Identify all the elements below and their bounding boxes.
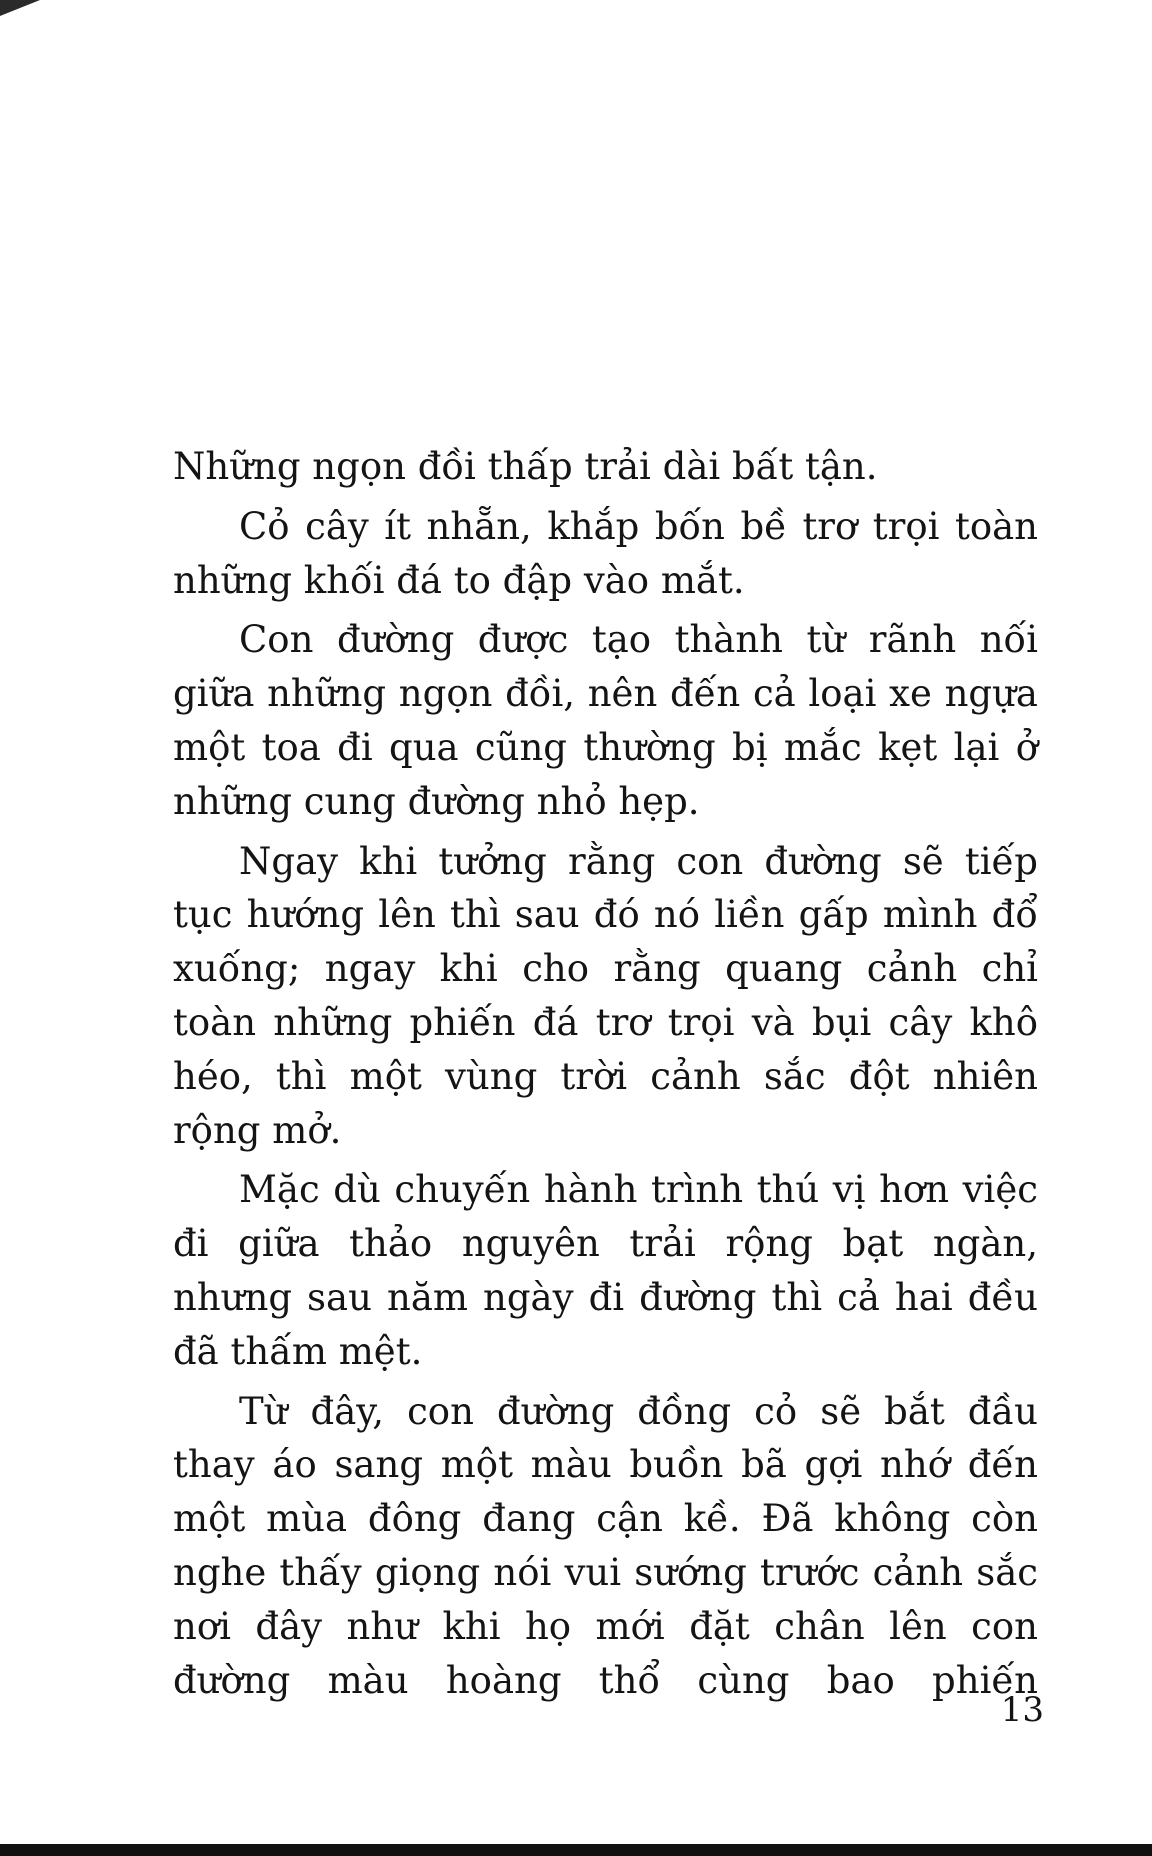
paragraph: Những ngọn đồi thấp trải dài bất tận.	[173, 445, 878, 488]
paragraph: Từ đây, con đường đồng cỏ sẽ bắt đầu thay áo sang một màu buồn bã gợi nhớ đến một mùa đông đang cận kề. Đã không còn nghe thấy giọng nói vui sướng trước cảnh sắc nơi đây như khi họ mới đặt chân lên con đường màu hoàng thổ cùng bao phiến	[173, 1389, 1038, 1702]
page-number: 13	[1000, 1690, 1044, 1730]
scan-corner-mark	[0, 0, 40, 16]
body-text	[173, 440, 1038, 1713]
paragraph: Mặc dù chuyến hành trình thú vị hơn việc đi giữa thảo nguyên trải rộng bạt ngàn, nhưng sau năm ngày đi đường thì cả hai đều đã thấm mệt.	[173, 1168, 1038, 1373]
scan-bottom-edge	[0, 1844, 1152, 1856]
paragraph: Cỏ cây ít nhẵn, khắp bốn bề trơ trọi toàn những khối đá to đập vào mắt.	[173, 504, 1038, 602]
paragraph: Con đường được tạo thành từ rãnh nối giữa những ngọn đồi, nên đến cả loại xe ngựa một toa đi qua cũng thường bị mắc kẹt lại ở những cung đường nhỏ hẹp.	[173, 618, 1038, 823]
paragraph: Ngay khi tưởng rằng con đường sẽ tiếp tục hướng lên thì sau đó nó liền gấp mình đổ xuống; ngay khi cho rằng quang cảnh chỉ toàn những phiến đá trơ trọi và bụi cây khô héo, thì một vùng trời cảnh sắc đột nhiên rộng mở.	[173, 839, 1038, 1152]
